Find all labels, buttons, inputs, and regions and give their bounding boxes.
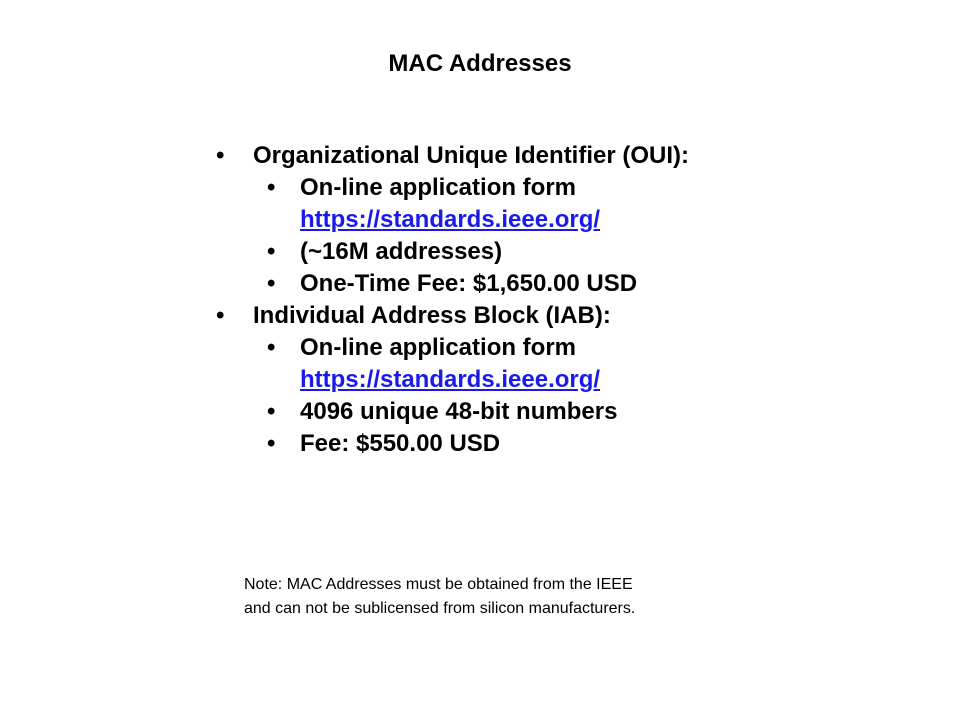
bullet-oui-form (216, 172, 856, 204)
iab-fee: Fee: $550.00 USD (300, 430, 501, 457)
iab-form-link[interactable]: https://standards.ieee.org/ (300, 366, 601, 393)
slide-title: MAC Addresses (388, 50, 572, 77)
bullet-glyph: • (267, 238, 276, 265)
bullet-iab-form (216, 332, 856, 364)
bullet-glyph: • (216, 142, 225, 169)
bullet-glyph: • (267, 270, 276, 297)
bullet-glyph: • (267, 430, 276, 457)
iab-numbers: 4096 unique 48-bit numbers (300, 398, 618, 425)
bullet-iab-numbers (216, 396, 856, 428)
oui-form-label: On-line application form (300, 174, 577, 201)
oui-addresses: (~16M addresses) (300, 238, 503, 265)
iab-heading: Individual Address Block (IAB): (253, 302, 611, 329)
bullet-glyph: • (267, 334, 276, 361)
bullet-iab-fee (216, 428, 856, 460)
iab-form-label: On-line application form (300, 334, 577, 361)
bullet-iab-heading (216, 300, 856, 332)
bullet-glyph: • (216, 302, 225, 329)
bullet-glyph: • (267, 398, 276, 425)
bullet-iab-form-link-line (216, 364, 856, 396)
oui-heading: Organizational Unique Identifier (OUI): (253, 142, 690, 169)
oui-fee: One-Time Fee: $1,650.00 USD (300, 270, 638, 297)
oui-form-link[interactable]: https://standards.ieee.org/ (300, 206, 601, 233)
bullet-oui-addresses (216, 236, 856, 268)
bullet-list (216, 140, 856, 460)
footnote-line-1: Note: MAC Addresses must be obtained from the IEEE (244, 576, 633, 593)
bullet-glyph: • (267, 174, 276, 201)
bullet-oui-fee (216, 268, 856, 300)
bullet-oui-form-link-line (216, 204, 856, 236)
footnote (244, 573, 635, 621)
bullet-oui-heading (216, 140, 856, 172)
footnote-line-2: and can not be sublicensed from silicon manufacturers. (244, 600, 636, 617)
